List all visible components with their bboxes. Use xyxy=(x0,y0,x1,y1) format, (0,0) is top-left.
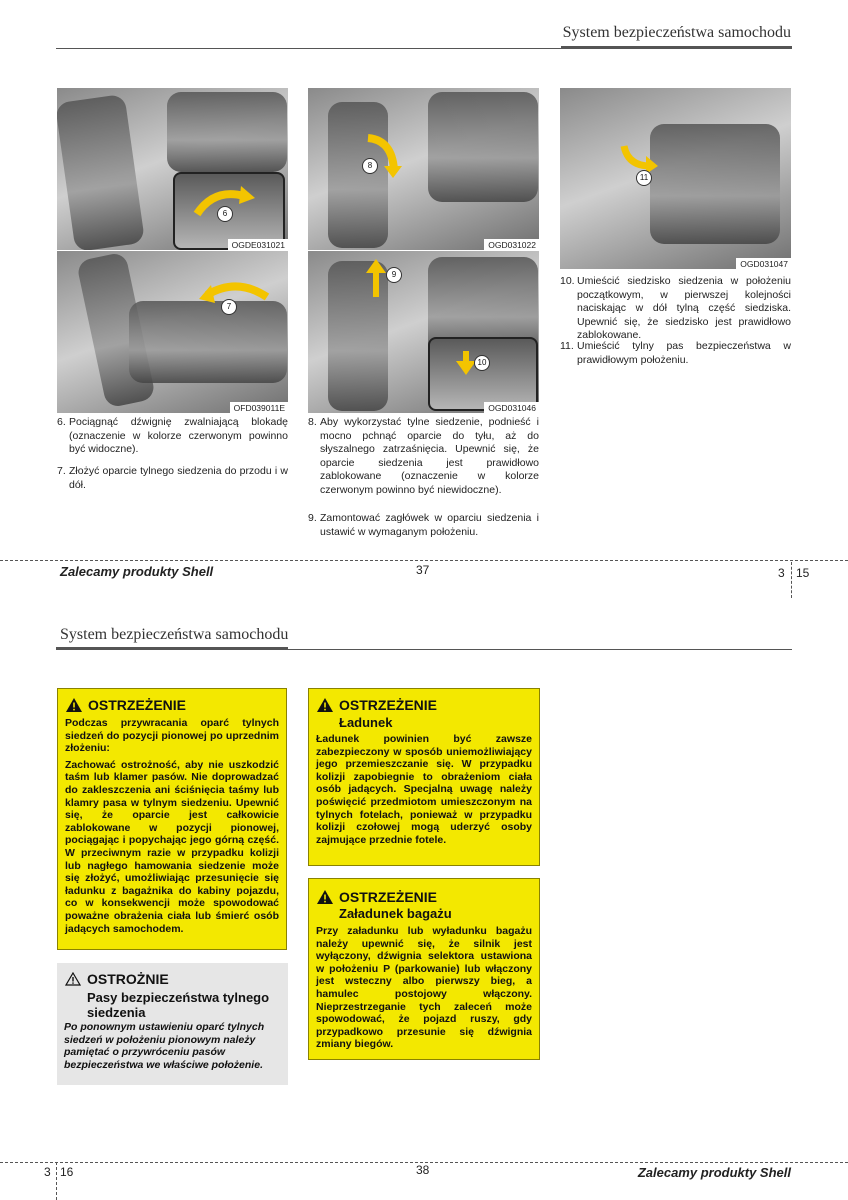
warning-subtitle: Załadunek bagażu xyxy=(339,906,452,921)
warning-triangle-icon xyxy=(66,698,82,712)
step-number: 7. xyxy=(57,465,66,477)
footer-page-number: 38 xyxy=(416,1163,430,1177)
photo-code: OGD031022 xyxy=(484,239,539,250)
warning-title: OSTRZEŻENIE xyxy=(88,697,187,713)
warning-text: Zachować ostrożność, aby nie uszkodzić taśm lub klamer pasów. Nie doprowadzać do zakleszczenia ani ściśnięcia taśmy lub klamry pasa w tylnym siedzeniu. Upewnić się, że oparcie jest całkowicie zablokowane w pozycji pionowej, pociągając i popychając jego górną część. W przeciwnym razie w przypadku kolizji lub nagłego hamowania siedzenie może się złożyć, umożliwiając przesunięcie się ładunku z bagażnika do kabiny pojazdu, co w konsekwencji może spowodować poważne obrażenia ciała lub śmierć osób jadących samochodem. xyxy=(65,758,279,935)
step-badge: 11 xyxy=(636,170,652,186)
up-arrow-icon xyxy=(366,259,386,299)
step-text: Umieścić siedzisko siedzenia w położeniu początkowym, w pierwszej kolejności naciskając w dół tylną część siedziska. Upewnić się, że siedzisko jest prawidłowo zablokowane. xyxy=(577,275,791,341)
caution-title: OSTROŻNIE xyxy=(87,971,169,987)
section-divider xyxy=(791,562,792,598)
step-badge: 9 xyxy=(386,267,402,283)
warning-triangle-icon xyxy=(317,698,333,712)
page-cut-line xyxy=(0,560,848,561)
step-item xyxy=(308,512,539,539)
caution-box-seatbelts xyxy=(57,963,288,1085)
step-item xyxy=(560,340,791,367)
photo-code: OGD031046 xyxy=(484,402,539,413)
step-badge: 10 xyxy=(474,355,490,371)
step-item xyxy=(57,416,288,457)
photo-cushion-lock xyxy=(560,88,791,269)
warning-text: Przy załadunku lub wyładunku bagażu należy upewnić się, że silnik jest wyłączony, dźwignia selektora ustawiona w położeniu P (parkowanie) lub włączony jest wsteczny albo pierwszy bieg, a hamulec postojowy włączony. Nieprzestrzeganie tych zaleceń może spowodować, że pojazd ruszy, gdy przypadkowo przesunie się dźwignia zmiany biegów. xyxy=(316,925,532,1051)
step-badge: 8 xyxy=(362,158,378,174)
step-text: Aby wykorzystać tylne siedzenie, podnieść i mocno pchnąć oparcie do tyłu, aż do słyszalnego zatrzaśnięcia. Upewnić się, że oparcie siedzenia jest prawidłowo zablokowane (oznaczenie w kolorze czerwonym powinno być niewidoczne). xyxy=(320,416,539,496)
warning-triangle-icon xyxy=(317,890,333,904)
warning-intro: Podczas przywracania oparć tylnych siedzeń do pozycji pionowej po uprzednim złożeniu: xyxy=(65,717,279,755)
caution-text: Po ponownym ustawieniu oparć tylnych siedzeń w położeniu pionowym należy pamiętać o przywróceniu pasów bezpieczeństwa we właściwe położenie. xyxy=(64,1021,265,1071)
caution-subtitle: Pasy bezpieczeństwa tylnego siedzenia xyxy=(87,990,270,1020)
bottom-header-title: System bezpieczeństwa samochodu xyxy=(60,626,289,643)
section-page: 16 xyxy=(60,1165,74,1179)
photo-code: OGDE031021 xyxy=(228,239,288,250)
section-divider xyxy=(56,1162,57,1200)
photo-release-lever xyxy=(57,88,288,250)
warning-box-cargo xyxy=(308,688,540,866)
photo-fold-backrest xyxy=(57,251,288,413)
warning-heading xyxy=(317,889,437,905)
step-item xyxy=(308,416,539,497)
warning-subtitle: Ładunek xyxy=(339,715,393,730)
footer-page-number: 37 xyxy=(416,563,430,577)
caution-triangle-icon xyxy=(65,972,81,986)
warning-box-backrest xyxy=(57,688,287,950)
warning-title: OSTRZEŻENIE xyxy=(339,697,438,713)
top-header-rule-thick xyxy=(561,46,792,49)
step-badge: 7 xyxy=(221,299,237,315)
step-text: Zamontować zagłówek w oparciu siedzenia i ustawić w wymaganym położeniu. xyxy=(320,512,539,538)
photo-headrest-install xyxy=(308,251,539,413)
warning-title: OSTRZEŻENIE xyxy=(339,889,438,905)
footer-brand: Zalecamy produkty Shell xyxy=(60,564,214,579)
step-number: 8. xyxy=(308,416,317,428)
warning-text: Ładunek powinien być zawsze zabezpieczony w sposób uniemożliwiający jego przemieszczanie się. W przypadku kolizji zapobiegnie to obrażeniom ciała osób jadących. Specjalną uwagę należy poświęcić przedmiotom umieszczonym na tylnych fotelach, ponieważ w przypadku kolizji czołowej mogą uderzyć osoby zajmujące przednie fotele. xyxy=(316,733,532,846)
top-header-title: System bezpieczeństwa samochodu xyxy=(562,24,791,41)
section-page: 15 xyxy=(796,566,810,580)
step-text: Umieścić tylny pas bezpieczeństwa w prawidłowym położeniu. xyxy=(577,340,791,366)
warning-box-luggage xyxy=(308,878,540,1060)
bottom-header-rule xyxy=(56,649,792,650)
step-item xyxy=(560,275,791,343)
step-number: 11. xyxy=(560,340,574,352)
warning-heading xyxy=(66,697,186,713)
section-number: 3 xyxy=(778,566,785,580)
caution-heading xyxy=(65,971,169,987)
step-item xyxy=(57,465,288,492)
step-text: Pociągnąć dźwignię zwalniającą blokadę (oznaczenie w kolorze czerwonym powinno być widoczne). xyxy=(69,416,288,455)
photo-code: OFD039011E xyxy=(230,402,288,413)
warning-heading xyxy=(317,697,437,713)
curved-arrow-icon xyxy=(197,277,277,307)
step-badge: 6 xyxy=(217,206,233,222)
step-number: 9. xyxy=(308,512,317,524)
step-text: Złożyć oparcie tylnego siedzenia do przodu i w dół. xyxy=(69,465,288,491)
section-number: 3 xyxy=(44,1165,51,1179)
curved-arrow-icon xyxy=(618,140,658,176)
down-arrow-icon xyxy=(456,351,476,375)
step-number: 6. xyxy=(57,416,66,428)
footer-brand: Zalecamy produkty Shell xyxy=(637,1165,791,1180)
step-number: 10. xyxy=(560,275,575,287)
photo-code: OGD031047 xyxy=(736,258,791,269)
photo-backrest-raise xyxy=(308,88,539,250)
